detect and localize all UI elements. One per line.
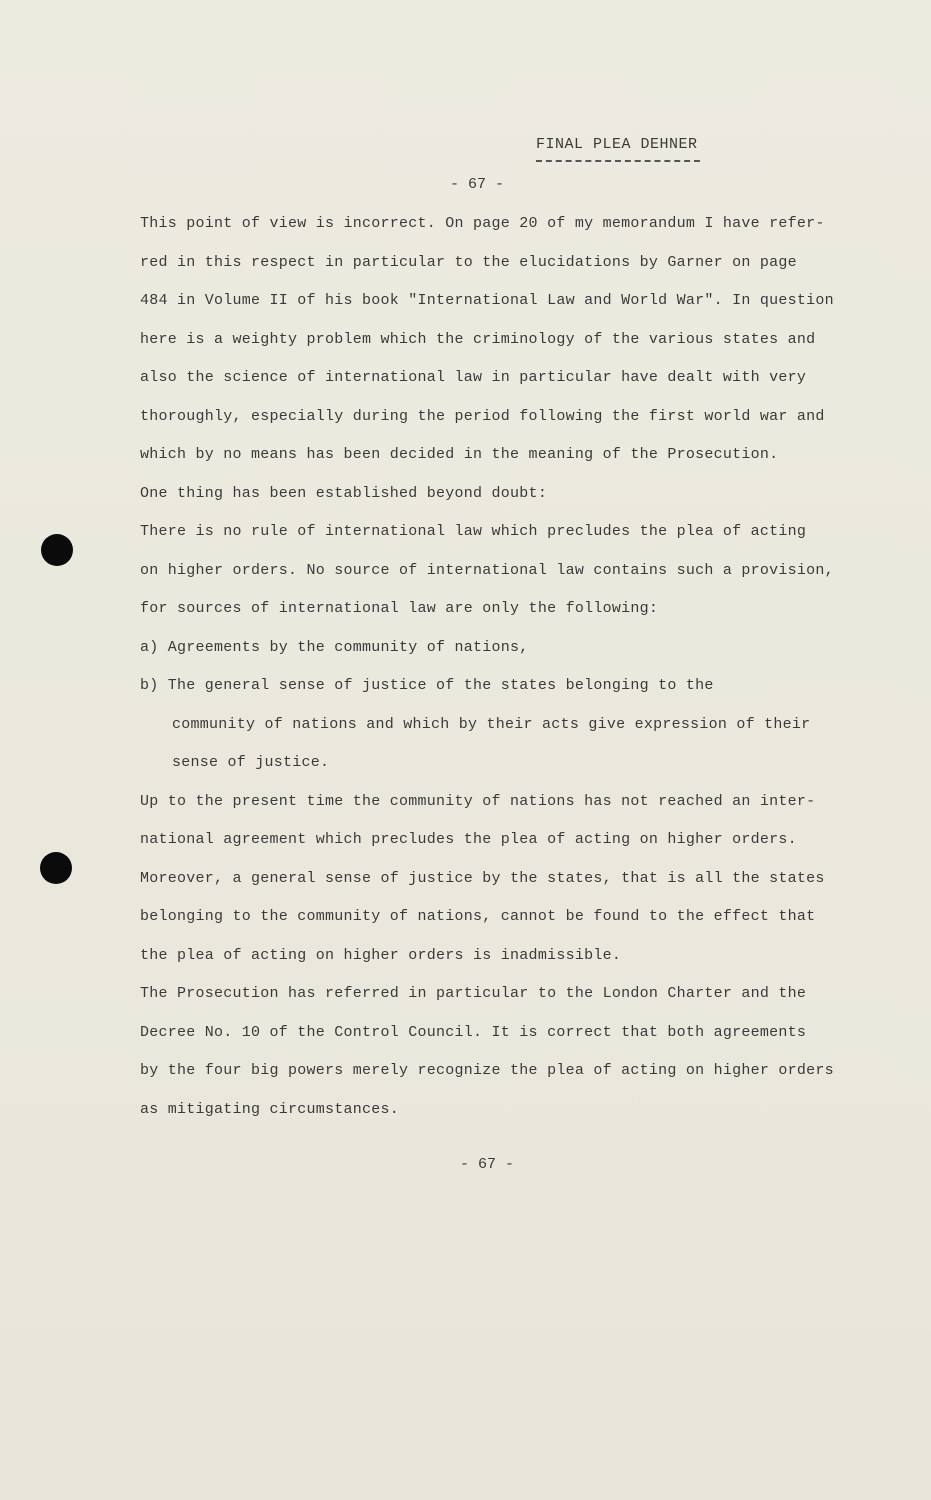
text-line: for sources of international law are only the following: [140,600,659,617]
text-line: belonging to the community of nations, cannot be found to the effect that [140,908,816,925]
body-text [140,205,880,1129]
text-line: which by no means has been decided in the meaning of the Prosecution. [140,446,779,463]
page-number-bottom: - 67 - [460,1156,515,1173]
text-line: by the four big powers merely recognize the plea of acting on higher orders [140,1062,834,1079]
text-line-indented: sense of justice. [172,754,330,771]
text-line-indented: community of nations and which by their acts give expression of their [172,715,811,733]
page-number-top: - 67 - [450,176,505,193]
text-line: as mitigating circumstances. [140,1100,400,1118]
text-line: The Prosecution has referred in particular to the London Charter and the [140,985,807,1002]
punch-hole-top [41,534,73,566]
list-item-b: b) The general sense of justice of the states belonging to the [140,677,714,694]
text-line: One thing has been established beyond doubt: [140,484,548,502]
list-item-a: a) Agreements by the community of nations, [140,638,529,656]
text-line: national agreement which precludes the plea of acting on higher orders. [140,831,797,848]
text-line: Up to the present time the community of nations has not reached an inter- [140,792,816,810]
text-line: here is a weighty problem which the criminology of the various states and [140,330,816,348]
text-line: on higher orders. No source of international law contains such a provision, [140,561,834,579]
text-line: Moreover, a general sense of justice by the states, that is all the states [140,869,825,887]
text-line: There is no rule of international law which precludes the plea of acting [140,523,807,540]
text-line: red in this respect in particular to the elucidations by Garner on page [140,253,797,271]
text-line: Decree No. 10 of the Control Council. It is correct that both agreements [140,1023,807,1041]
punch-hole-bottom [40,852,72,884]
text-line: also the science of international law in particular have dealt with very [140,369,807,386]
text-line: 484 in Volume II of his book "International Law and World War". In question [140,292,834,309]
title-underline [536,160,700,162]
document-title: FINAL PLEA DEHNER [536,136,698,153]
text-line: This point of view is incorrect. On page 20 of my memorandum I have refer- [140,215,825,232]
text-line: thoroughly, especially during the period following the first world war and [140,407,825,425]
text-line: the plea of acting on higher orders is inadmissible. [140,946,622,964]
